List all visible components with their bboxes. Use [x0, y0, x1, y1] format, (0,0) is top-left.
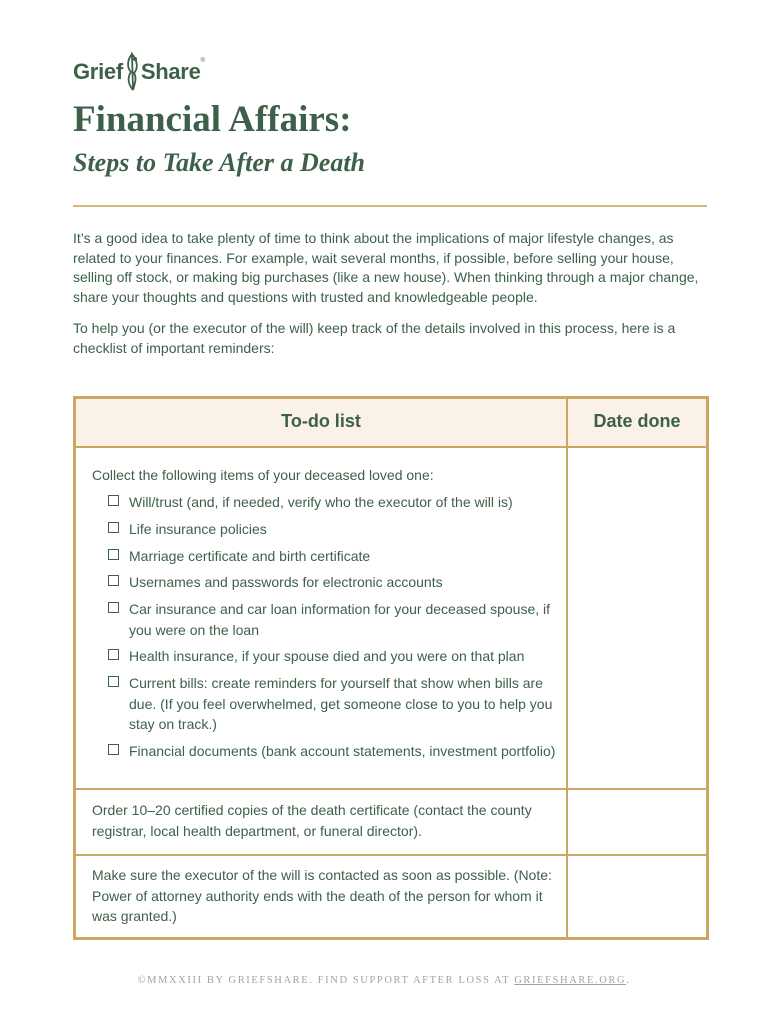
page-title: Financial Affairs: — [73, 99, 352, 140]
checklist-item-label: Will/trust (and, if needed, verify who the executor of the will is) — [129, 494, 513, 510]
checklist-item — [106, 572, 556, 593]
checklist-item — [106, 646, 556, 667]
column-divider — [566, 399, 568, 937]
checkbox[interactable] — [108, 575, 119, 586]
header-todo-list: To-do list — [281, 411, 361, 431]
footer-text: ©MMXXIII BY GRIEFSHARE. FIND SUPPORT AFTER LOSS AT — [137, 975, 515, 986]
checklist-item-label: Current bills: create reminders for yourself that show when bills are due. (If you feel overwhelmed, get someone close to you to help you stay on track.) — [129, 675, 553, 733]
checklist-item — [106, 492, 556, 513]
collect-items-text: Collect the following items of your deceased loved one: — [92, 467, 434, 483]
intro-paragraph-1: It’s a good idea to take plenty of time to think about the implications of major lifestyle changes, as related to your finances. For example, wait several months, if possible, before selling your house, selling off stock, or making big purchases (like a new house). When thinking through a major change, share your thoughts and questions with trusted and knowledgeable people. — [73, 230, 699, 305]
page-subtitle: Steps to Take After a Death — [73, 148, 366, 177]
checkbox[interactable] — [108, 744, 119, 755]
checklist-item-label: Life insurance policies — [129, 520, 267, 537]
checkbox[interactable] — [108, 495, 119, 506]
checkbox[interactable] — [108, 649, 119, 660]
row-divider — [76, 854, 706, 856]
checklist-item-label: Health insurance, if your spouse died and you were on that plan — [129, 648, 525, 665]
checkbox[interactable] — [108, 602, 119, 613]
checklist-item — [106, 546, 556, 567]
table-header — [76, 399, 706, 448]
checklist-item-label: Car insurance and car loan information for your deceased spouse, if you were on the loan — [129, 601, 551, 638]
header-date-done: Date done — [593, 411, 681, 431]
title-divider — [73, 205, 707, 207]
intro-paragraph-2: To help you (or the executor of the will) keep track of the details involved in this process, here is a checklist of important reminders: — [73, 320, 676, 356]
registered-mark: ® — [200, 58, 205, 64]
collect-checklist — [106, 492, 556, 768]
checkbox[interactable] — [108, 676, 119, 687]
footer-link[interactable]: GRIEFSHARE.ORG — [514, 975, 627, 986]
logo-text-grief: Grief — [73, 59, 123, 84]
checkbox[interactable] — [108, 549, 119, 560]
todo-table — [73, 396, 709, 940]
checklist-item — [106, 673, 556, 735]
checklist-item-label: Marriage certificate and birth certificate — [129, 547, 371, 564]
executor-text: Make sure the executor of the will is contacted as soon as possible. (Note: Power of attorney authority ends with the death of the person for whom it was granted.) — [92, 867, 552, 924]
checklist-item — [106, 519, 556, 540]
checkbox[interactable] — [108, 522, 119, 533]
footer — [0, 975, 768, 986]
checklist-item-label: Usernames and passwords for electronic accounts — [129, 574, 443, 591]
griefshare-logo — [73, 52, 205, 92]
row-divider — [76, 788, 706, 790]
checklist-item — [106, 599, 556, 640]
footer-period: . — [626, 975, 631, 986]
checklist-item — [106, 741, 556, 762]
logo-text-share: Share — [140, 59, 201, 84]
leaf-figure-icon — [124, 52, 140, 92]
death-certificate-text: Order 10–20 certified copies of the death certificate (contact the county registrar, local health department, or funeral director). — [92, 802, 532, 839]
checklist-item-label: Financial documents (bank account statements, investment portfolio) — [129, 743, 556, 760]
